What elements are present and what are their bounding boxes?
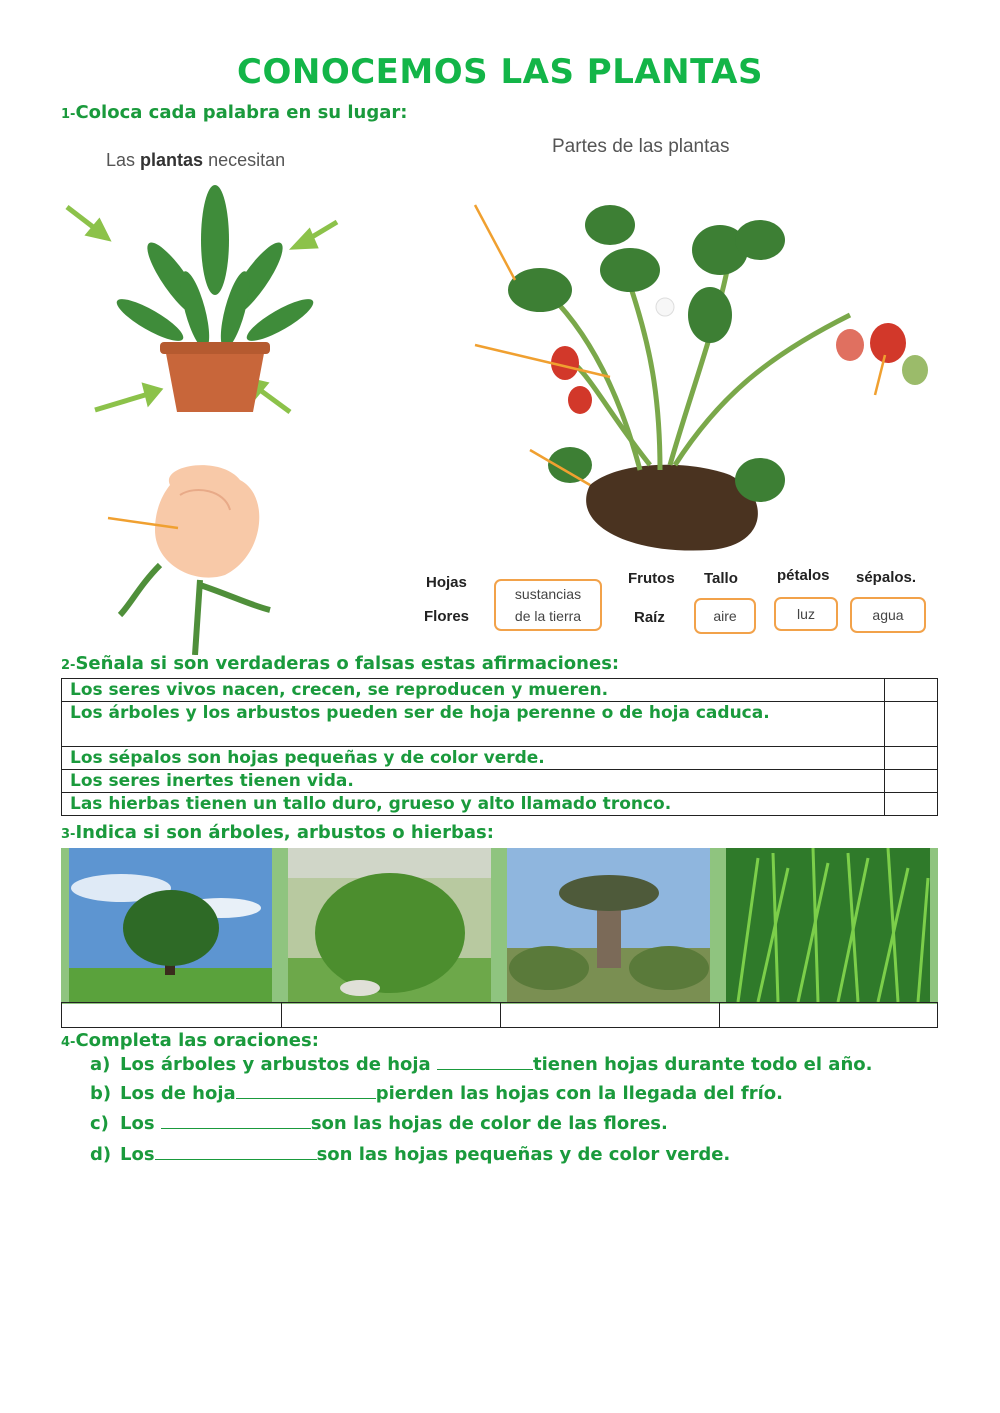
section-4-text: Completa las oraciones: <box>75 1030 319 1051</box>
strawberry-flower-icon <box>656 298 674 316</box>
photo-cell <box>718 848 938 1004</box>
statement-cell: Las hierbas tienen un tallo duro, grueso y alto llamado tronco. <box>62 793 885 816</box>
sentence-post: pierden las hojas con la llegada del frío. <box>375 1083 783 1104</box>
answer-cell[interactable] <box>719 1003 937 1027</box>
sentence-post: son las hojas de color de las flores. <box>310 1113 668 1134</box>
sentence-b <box>90 1083 783 1104</box>
photo-cell <box>61 848 280 1004</box>
section-1-number: 1- <box>61 107 76 122</box>
word-box-sustancias[interactable] <box>494 579 602 631</box>
true-false-table <box>61 678 938 816</box>
grass-photo-icon <box>718 848 938 1004</box>
potted-plant-illustration <box>55 180 355 425</box>
answer-cell[interactable] <box>500 1003 720 1027</box>
parts-caption <box>552 136 729 158</box>
table-row <box>62 679 938 702</box>
table-row <box>62 702 938 747</box>
classification-answer-row <box>61 1002 938 1028</box>
blank-field[interactable] <box>437 1055 533 1070</box>
label-raiz: Raíz <box>634 609 665 626</box>
section-2-heading <box>61 653 619 674</box>
parts-caption-post: plantas <box>668 136 730 157</box>
word-box-luz[interactable]: luz <box>774 597 838 631</box>
sentence-letter: c) <box>90 1113 109 1134</box>
word-box-sustancias-line1: sustancias <box>514 586 582 602</box>
statement-cell: Los árboles y los arbustos pueden ser de hoja perenne o de hoja caduca. <box>62 702 885 747</box>
answer-cell[interactable] <box>885 793 938 816</box>
sentence-pre: Los árboles y arbustos de hoja <box>120 1054 431 1075</box>
section-3-heading <box>61 822 494 843</box>
strawberry-plant-illustration <box>470 195 940 560</box>
sentence-letter: b) <box>90 1083 112 1104</box>
answer-cell[interactable] <box>885 679 938 702</box>
page-title: CONOCEMOS LAS PLANTAS <box>237 52 763 92</box>
pointer-lines <box>475 205 885 485</box>
sentence-pre: Los <box>120 1113 155 1134</box>
word-box-agua[interactable]: agua <box>850 597 926 633</box>
statement-cell: Los seres vivos nacen, crecen, se reproducen y mueren. <box>62 679 885 702</box>
answer-cell[interactable] <box>885 770 938 793</box>
rose-illustration <box>100 455 300 655</box>
table-row <box>62 770 938 793</box>
label-frutos: Frutos <box>628 570 675 587</box>
section-4-number: 4- <box>61 1035 76 1050</box>
label-sepalos: sépalos. <box>856 569 917 586</box>
sentence-a <box>90 1054 872 1075</box>
tree-photo-icon <box>61 848 280 1004</box>
rose-sepals-icon <box>120 565 270 655</box>
green-arrow-icon <box>295 222 337 247</box>
flower-pot-icon <box>165 348 265 412</box>
sentence-post: tienen hojas durante todo el año. <box>532 1054 873 1075</box>
bush-photo-icon <box>280 848 499 1004</box>
needs-caption <box>106 150 285 171</box>
table-row <box>62 747 938 770</box>
plant-photo-grid <box>61 848 938 1028</box>
section-4-heading <box>61 1030 319 1051</box>
blank-field[interactable] <box>155 1145 317 1160</box>
sentence-pre: Los de hoja <box>120 1083 236 1104</box>
green-arrow-icon <box>95 386 159 410</box>
sentence-letter: d) <box>90 1144 112 1165</box>
answer-cell[interactable] <box>281 1003 501 1027</box>
photo-cell <box>280 848 499 1004</box>
stems-icon <box>550 255 850 470</box>
needs-caption-bold: plantas <box>140 150 204 170</box>
statement-cell: Los seres inertes tienen vida. <box>62 770 885 793</box>
needs-caption-pre: Las <box>106 150 136 170</box>
word-box-sustancias-line2: de la tierra <box>514 608 582 624</box>
section-2-number: 2- <box>61 658 76 673</box>
sentence-post: son las hojas pequeñas y de color verde. <box>316 1144 731 1165</box>
label-hojas: Hojas <box>426 574 467 591</box>
section-2-text: Señala si son verdaderas o falsas estas afirmaciones: <box>75 653 620 674</box>
table-row <box>62 793 938 816</box>
strawberry-fruit-icon <box>551 323 928 414</box>
section-3-text: Indica si son árboles, arbustos o hierbas: <box>75 822 494 843</box>
answer-cell[interactable] <box>885 702 938 747</box>
label-petalos: pétalos <box>777 567 830 584</box>
photo-cell <box>499 848 718 1004</box>
word-box-aire[interactable]: aire <box>694 598 756 634</box>
leaves-icon <box>112 185 318 351</box>
section-3-number: 3- <box>61 827 76 842</box>
baobab-photo-icon <box>499 848 718 1004</box>
section-1-heading <box>61 102 407 123</box>
statement-cell: Los sépalos son hojas pequeñas y de color verde. <box>62 747 885 770</box>
sentence-c <box>90 1113 668 1134</box>
answer-cell[interactable] <box>885 747 938 770</box>
sentence-letter: a) <box>90 1054 111 1075</box>
label-tallo: Tallo <box>704 570 738 587</box>
sentence-pre: Los <box>120 1144 155 1165</box>
answer-cell[interactable] <box>62 1003 282 1027</box>
soil-icon <box>586 465 758 551</box>
rose-petals-icon <box>155 465 259 577</box>
blank-field[interactable] <box>161 1114 311 1129</box>
section-1-text: Coloca cada palabra en su lugar: <box>75 102 408 123</box>
label-flores: Flores <box>424 608 470 625</box>
needs-caption-post: necesitan <box>208 150 286 170</box>
parts-caption-pre: Partes de las <box>552 136 663 157</box>
sentence-d <box>90 1144 730 1165</box>
green-arrow-icon <box>67 207 107 238</box>
blank-field[interactable] <box>236 1084 376 1099</box>
